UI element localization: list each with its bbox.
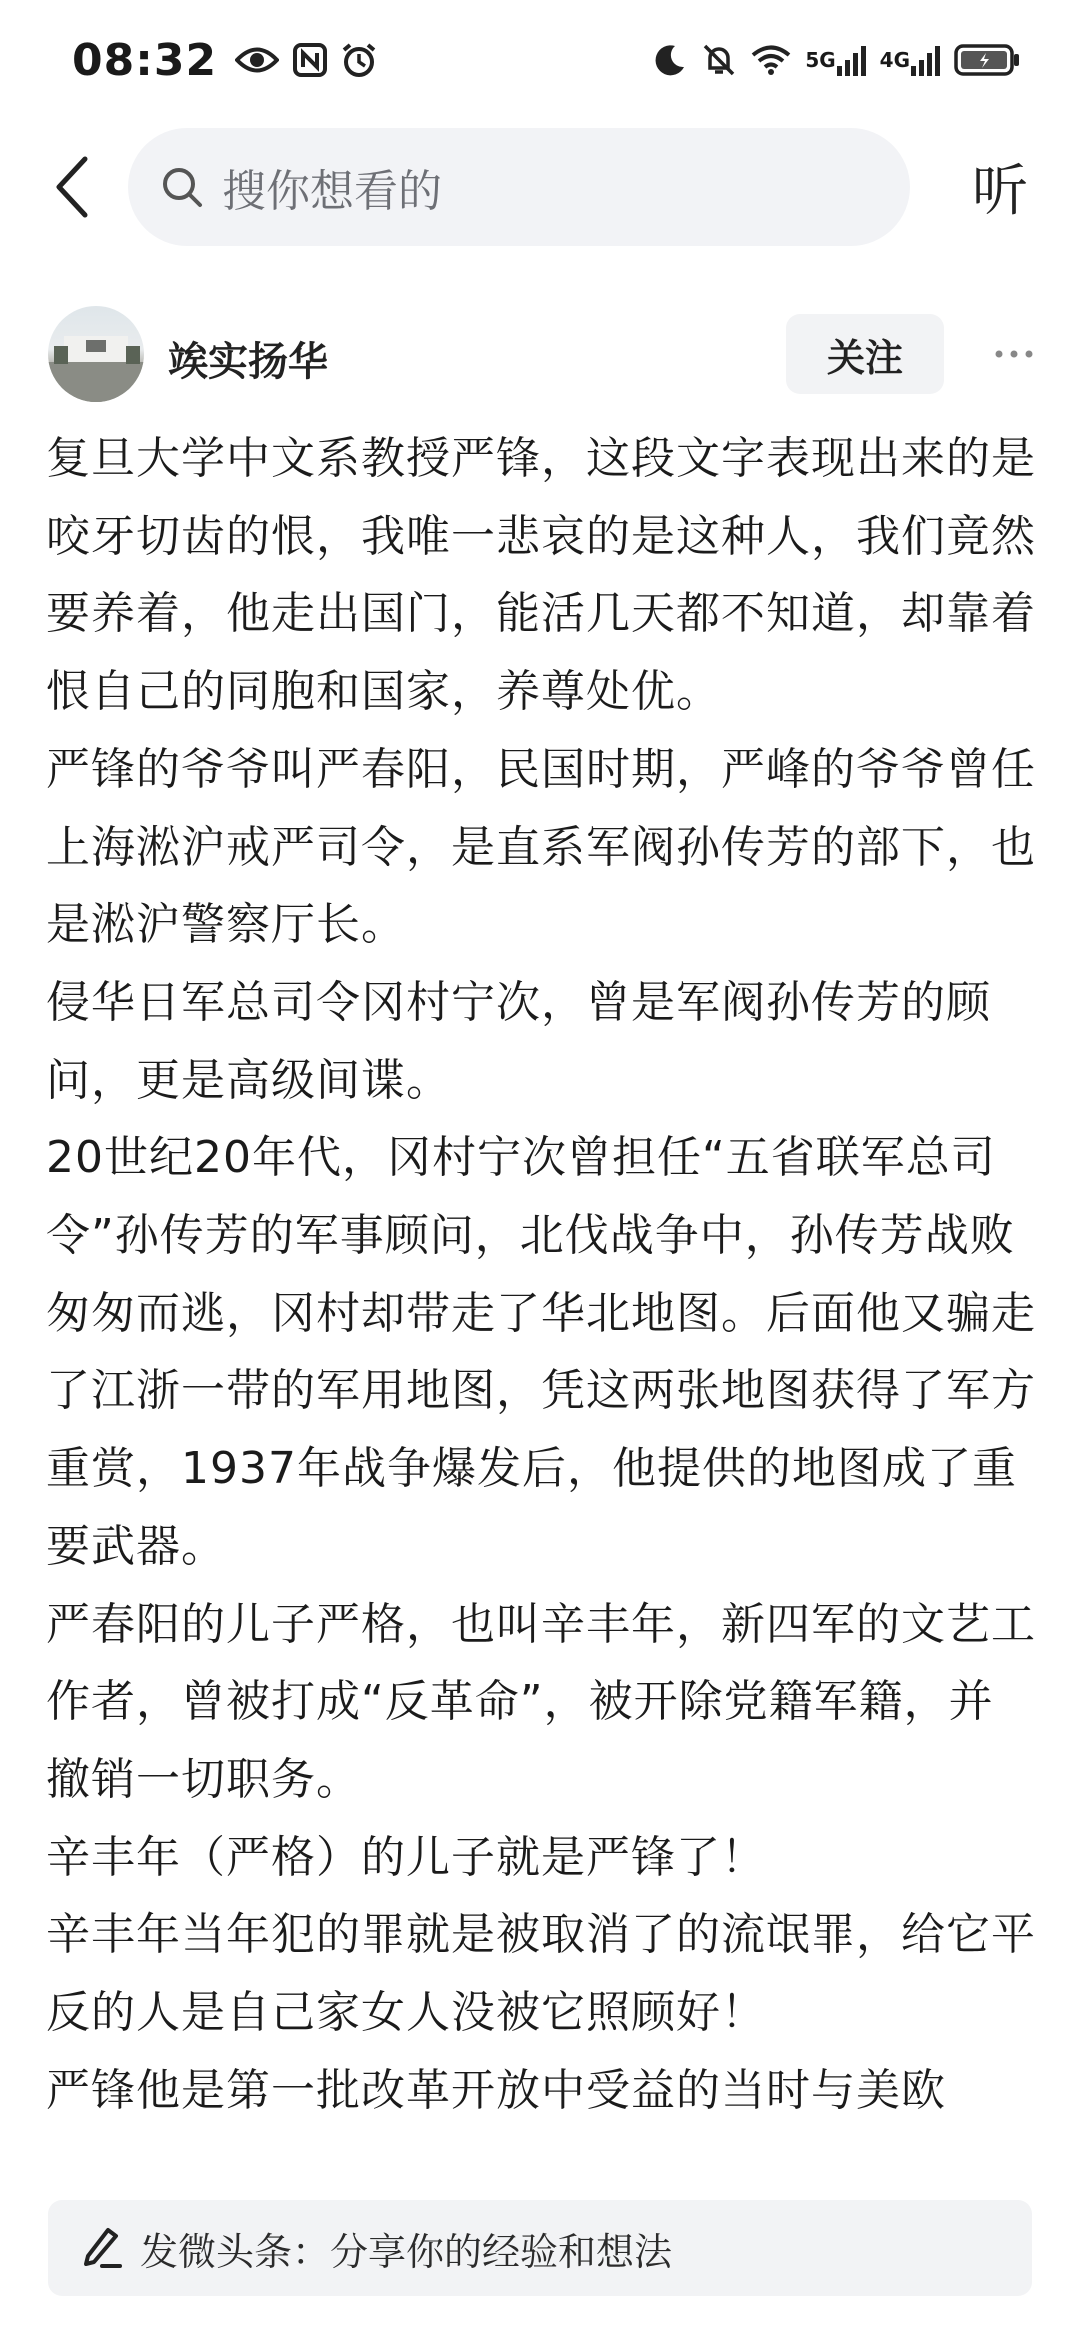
article-paragraph: 严春阳的儿子严格，也叫辛丰年，新四军的文艺工作者，曾被打成“反革命”，被开除党籍军籍，并撤销一切职务。 <box>46 1598 1036 1805</box>
alarm-icon <box>341 42 377 78</box>
listen-button[interactable]: 听 <box>972 159 1028 224</box>
article-body <box>46 420 1036 2180</box>
status-bar <box>0 0 1080 120</box>
article-paragraph: 严锋他是第一批改革开放中受益的当时与美欧 <box>46 2064 946 2116</box>
eye-icon <box>235 45 279 75</box>
article-paragraph: 侵华日军总司令冈村宁次，曾是军阀孙传芳的顾问，更是高级间谍。 <box>46 976 991 1106</box>
article-paragraph: 20世纪20年代，冈村宁次曾担任“五省联军总司令”孙传芳的军事顾问，北伐战争中，孙传芳战败匆匆而逃，冈村却带走了华北地图。后面他又骗走了江浙一带的军用地图，凭这两张地图获得了军方重赏，1937年战争爆发后，他提供的地图成了重要武器。 <box>46 1132 1036 1572</box>
wifi-icon <box>751 44 791 76</box>
author-row <box>0 306 1080 402</box>
article-paragraph: 辛丰年当年犯的罪就是被取消了的流氓罪，给它平反的人是自己家女人没被它照顾好！ <box>46 1909 1036 2039</box>
back-arrow-icon <box>53 155 93 219</box>
signal-4g-icon <box>880 44 940 76</box>
article-paragraph: 辛丰年（严格）的儿子就是严锋了！ <box>46 1831 766 1883</box>
status-time: 08:32 <box>72 34 218 86</box>
post-input-bar[interactable] <box>48 2200 1032 2296</box>
top-header <box>0 128 1080 246</box>
battery-icon <box>954 43 1020 77</box>
status-right <box>653 42 1020 78</box>
article-paragraph: 严锋的爷爷叫严春阳，民国时期，严峰的爷爷曾任上海淞沪戒严司令，是直系军阀孙传芳的部下，也是淞沪警察厅长。 <box>46 743 1036 951</box>
search-icon <box>160 165 204 209</box>
search-placeholder: 搜你想看的 <box>222 166 442 217</box>
status-left <box>72 35 391 86</box>
pen-icon <box>82 2226 122 2270</box>
more-dots-icon <box>994 349 1034 359</box>
moon-icon <box>653 43 687 77</box>
network-5g-label: 5G <box>805 48 836 72</box>
article-paragraph: 复旦大学中文系教授严锋，这段文字表现出来的是咬牙切齿的恨，我唯一悲哀的是这种人，我们竟然要养着，他走出国门，能活几天都不知道，却靠着恨自己的同胞和国家，养尊处优。 <box>46 433 1036 718</box>
nfc-icon <box>293 43 327 77</box>
follow-button[interactable]: 关注 <box>786 314 944 394</box>
author-name[interactable]: 竢实扬华 <box>168 339 328 385</box>
more-options-button[interactable] <box>988 328 1040 380</box>
signal-5g-icon <box>805 44 865 76</box>
avatar[interactable] <box>48 306 144 402</box>
back-button[interactable] <box>38 152 108 222</box>
mute-icon <box>701 42 737 78</box>
network-4g-label: 4G <box>879 48 910 72</box>
search-input[interactable] <box>128 128 910 246</box>
post-input-placeholder: 发微头条：分享你的经验和想法 <box>140 2229 673 2274</box>
